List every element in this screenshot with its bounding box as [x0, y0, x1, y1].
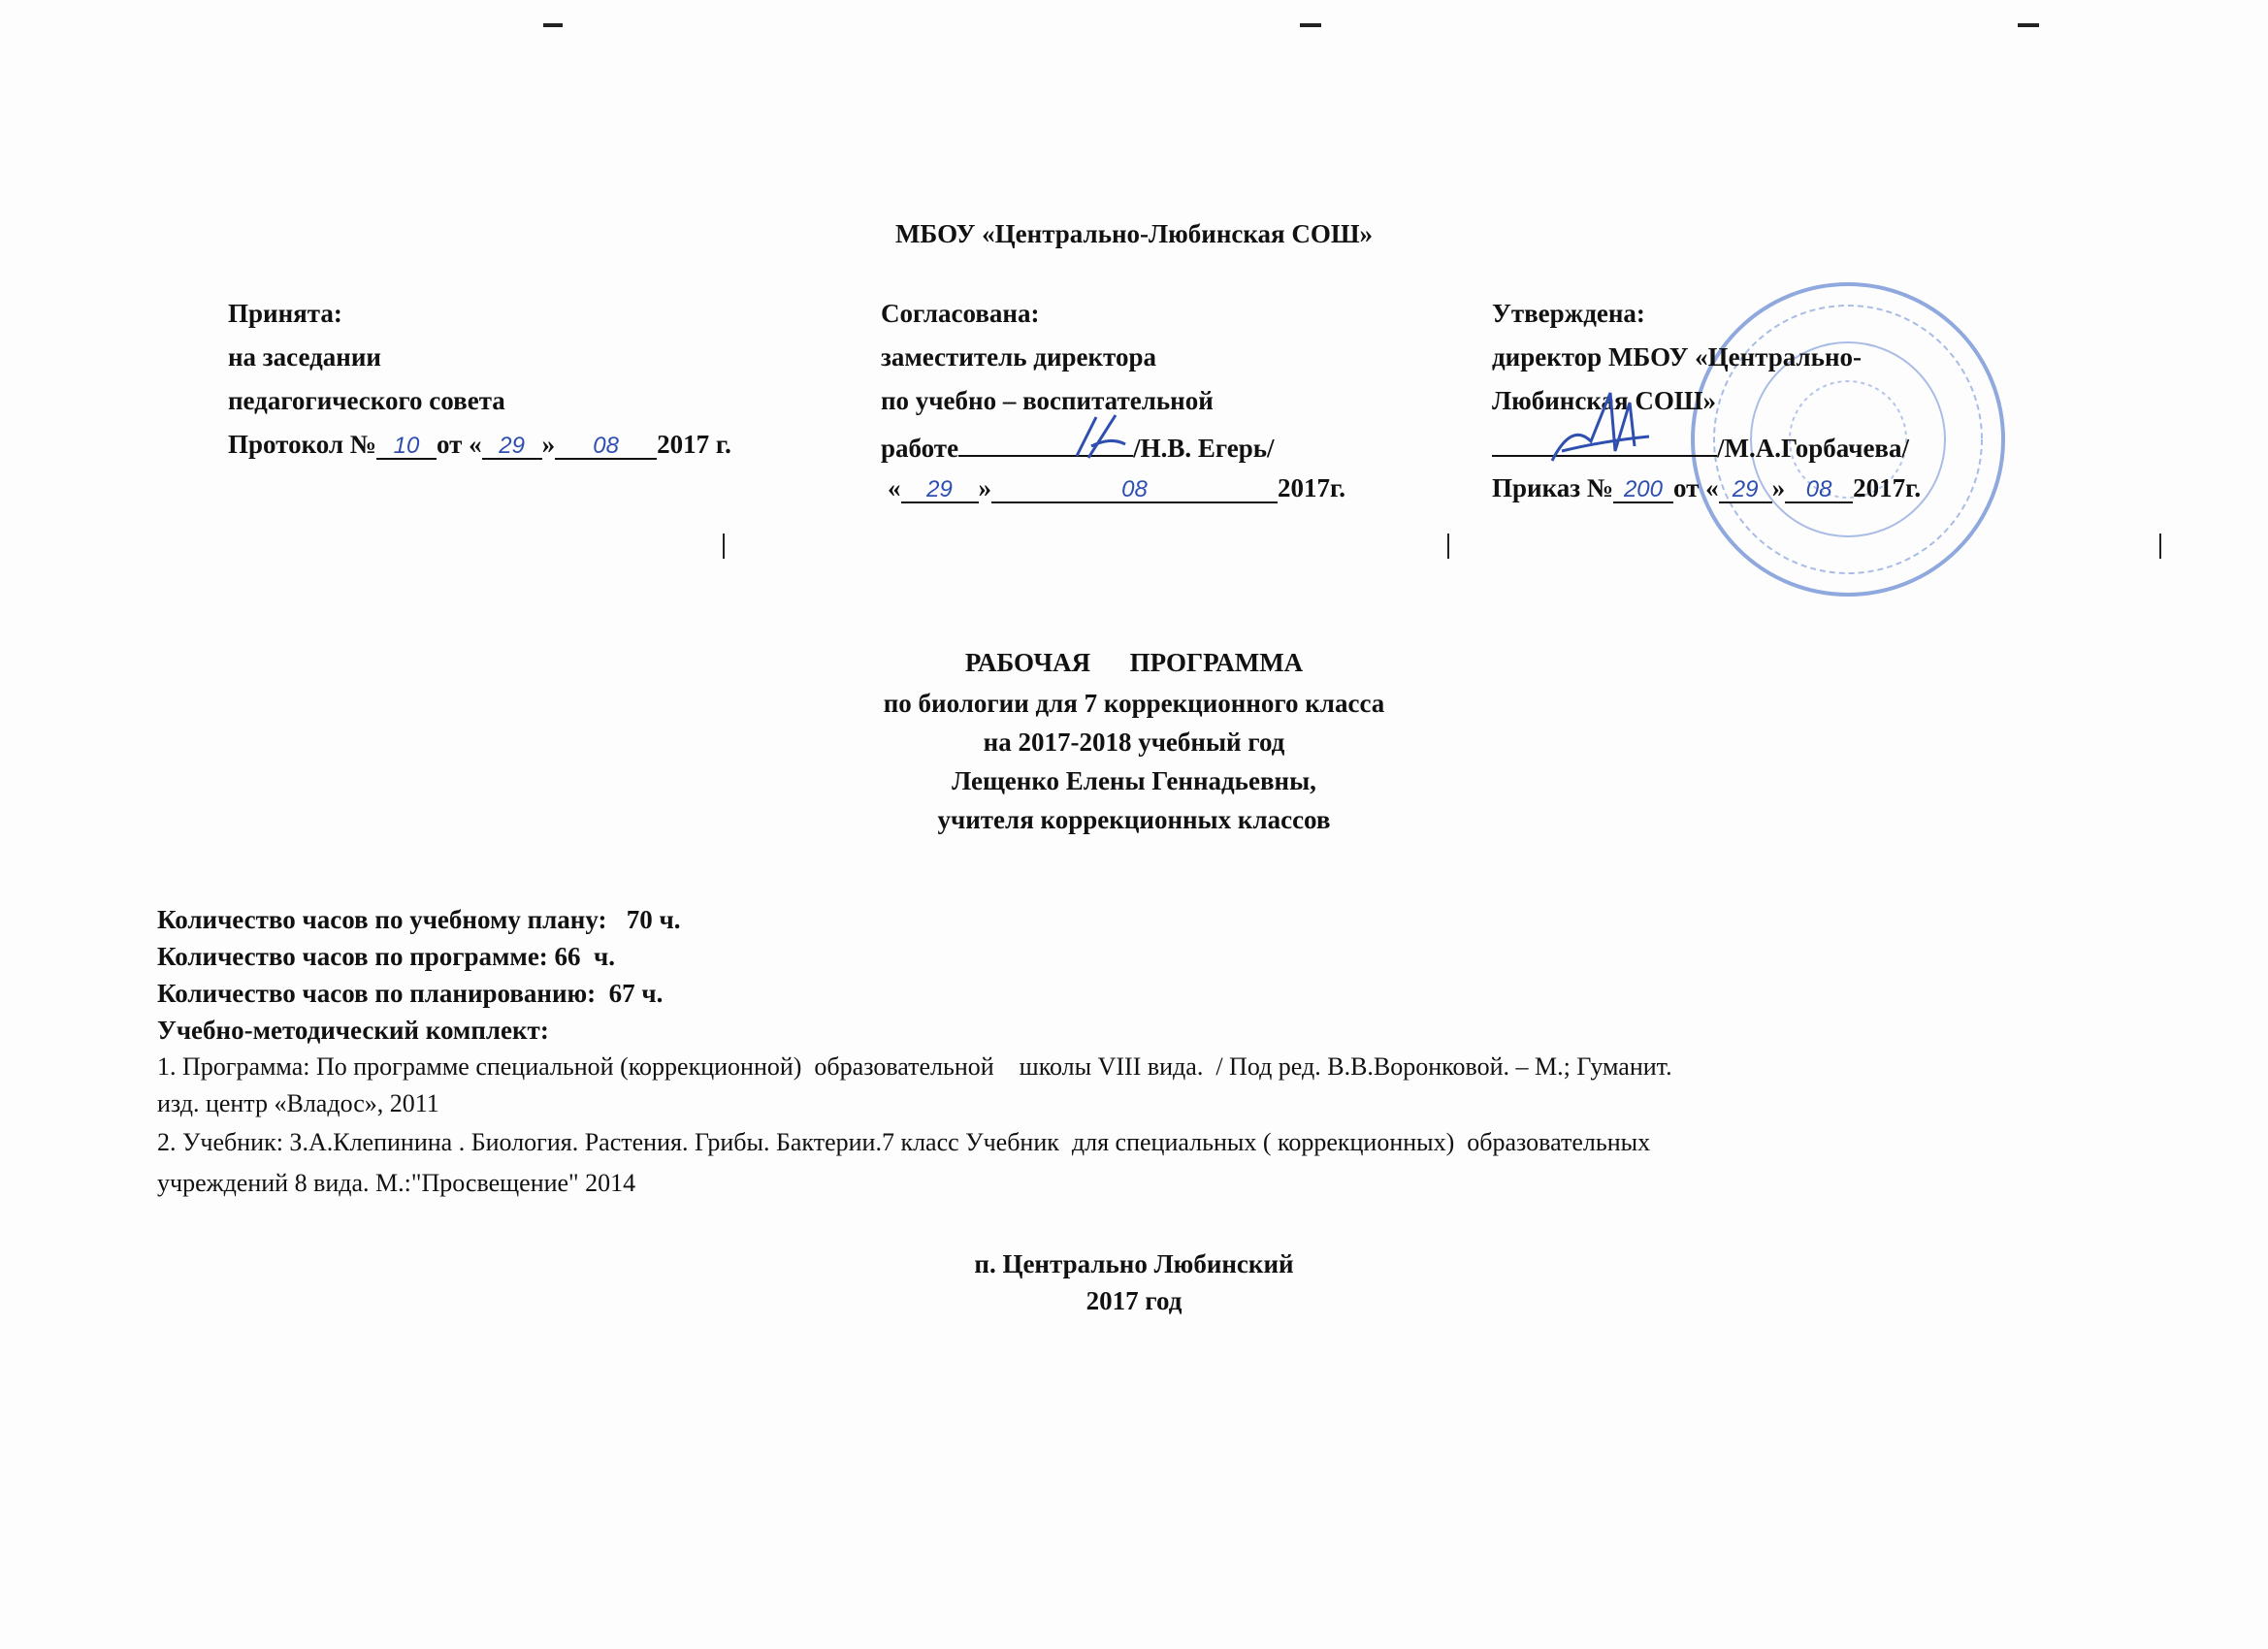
- approved-signer: /М.А.Горбачева/: [1717, 434, 1910, 463]
- hours-planning: Количество часов по планированию: 67 ч.: [157, 979, 664, 1008]
- protocol-prefix: Протокол №: [228, 430, 376, 459]
- scan-mark: [543, 23, 563, 27]
- handwritten-signature: [1542, 383, 1659, 470]
- work-prefix: работе: [881, 434, 959, 463]
- agreed-day: 29: [901, 478, 979, 503]
- order-from: от «: [1672, 473, 1719, 502]
- handwritten-signature: [1067, 407, 1135, 466]
- school-name: МБОУ «Центрально-Любинская СОШ»: [894, 219, 1374, 248]
- kit-item: 2. Учебник: З.А.Клепинина . Биология. Растения. Грибы. Бактерии.7 класс Учебник для специальных ( коррекционных) образовательных: [157, 1128, 1651, 1156]
- order-prefix: Приказ №: [1492, 473, 1613, 502]
- order-line: [1492, 475, 1921, 503]
- agreed-title: Согласована:: [881, 299, 1040, 328]
- year: 2017 год: [1085, 1286, 1183, 1315]
- protocol-year: 2017 г.: [657, 430, 731, 459]
- accepted-line: на заседании: [228, 342, 381, 372]
- agreed-signer: /Н.В. Егерь/: [1133, 434, 1275, 463]
- agreed-month: 08: [991, 478, 1278, 503]
- accepted-line: педагогического совета: [228, 386, 505, 415]
- quote: «: [888, 473, 901, 502]
- heading-line: на 2017-2018 учебный год: [983, 728, 1285, 757]
- place: п. Центрально Любинский: [974, 1249, 1294, 1278]
- protocol-from: от «: [436, 430, 482, 459]
- accepted-title: Принята:: [228, 299, 342, 328]
- scan-mark: [723, 534, 725, 559]
- kit-item: изд. центр «Владос», 2011: [157, 1089, 439, 1117]
- kit-item: учреждений 8 вида. М.:"Просвещение" 2014: [157, 1169, 636, 1197]
- scan-mark: [2159, 534, 2161, 559]
- heading-line: по биологии для 7 коррекционного класса: [883, 689, 1385, 718]
- agreed-date-line: [888, 475, 1345, 503]
- quote: »: [1771, 473, 1786, 502]
- document-title: РАБОЧАЯ ПРОГРАММА: [964, 648, 1304, 677]
- scan-mark: [1300, 23, 1321, 27]
- approved-title: Утверждена:: [1492, 299, 1645, 328]
- quote: »: [978, 473, 991, 502]
- order-day: 29: [1719, 478, 1772, 503]
- protocol-month: 08: [555, 435, 657, 460]
- protocol-day: 29: [482, 435, 542, 460]
- protocol-line: [228, 432, 731, 460]
- agreed-line: заместитель директора: [881, 342, 1156, 372]
- hours-plan: Количество часов по учебному плану: 70 ч.: [157, 905, 681, 934]
- approved-line: директор МБОУ «Центрально-: [1492, 342, 1863, 372]
- quote: »: [541, 430, 556, 459]
- scan-mark: [1447, 534, 1449, 559]
- agreed-year: 2017г.: [1278, 473, 1345, 502]
- heading-line: учителя коррекционных классов: [937, 805, 1331, 834]
- heading-line: Лещенко Елены Геннадьевны,: [952, 766, 1316, 795]
- kit-item: 1. Программа: По программе специальной (коррекционной) образовательной школы VIII вида. / Под ред. В.В.Воронковой. – М.; Гуманит.: [157, 1052, 1672, 1081]
- order-year: 2017г.: [1853, 473, 1922, 502]
- hours-program: Количество часов по программе: 66 ч.: [157, 942, 616, 971]
- order-number: 200: [1613, 478, 1673, 503]
- kit-title: Учебно-методический комплект:: [157, 1016, 549, 1045]
- scan-mark: [2018, 23, 2039, 27]
- order-month: 08: [1785, 478, 1853, 503]
- approved-line: Любинская СОШ»: [1492, 386, 1717, 415]
- agreed-line: по учебно – воспитательной: [881, 386, 1214, 415]
- protocol-number: 10: [376, 435, 437, 460]
